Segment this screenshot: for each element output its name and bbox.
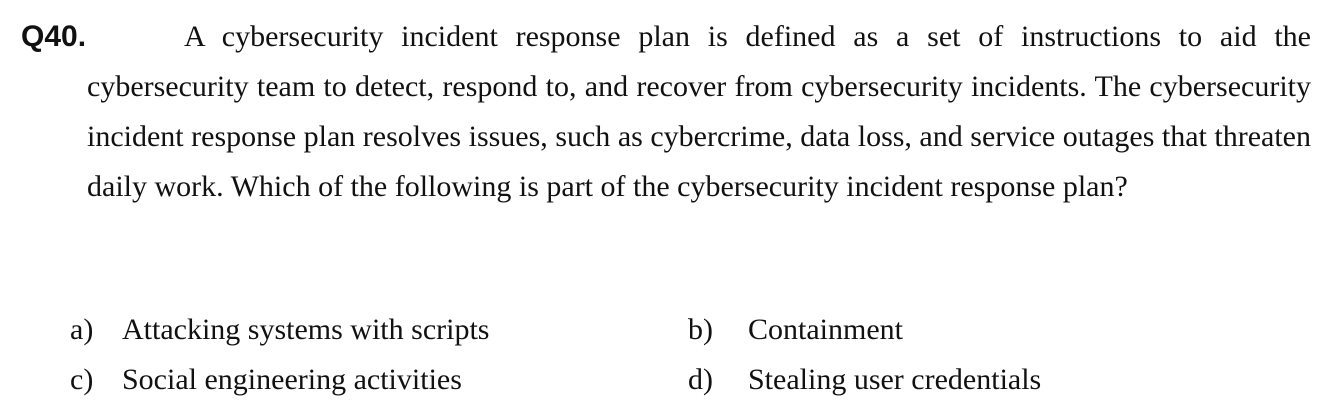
question-block xyxy=(21,12,1311,212)
option-text: Social engineering activities xyxy=(122,363,462,396)
option-letter: b) xyxy=(688,313,713,346)
option-letter: a) xyxy=(70,313,94,346)
option-text: Containment xyxy=(748,313,903,346)
option-text: Attacking systems with scripts xyxy=(122,313,490,346)
option-letter: d) xyxy=(688,363,713,396)
option-text: Stealing user credentials xyxy=(748,363,1042,396)
question-text: A cybersecurity incident response plan is defined as a set of instructions to aid the cybersecurity team to detect, respond to, and recover from cybersecurity incidents. The cybersecurity incident response plan resolves issues, such as cybercrime, data loss, and service outages that threaten daily work. Which of the following is part of the cybersecurity incident response plan? xyxy=(87,20,1311,203)
question-number: Q40. xyxy=(21,20,87,53)
option-letter: c) xyxy=(70,363,94,396)
